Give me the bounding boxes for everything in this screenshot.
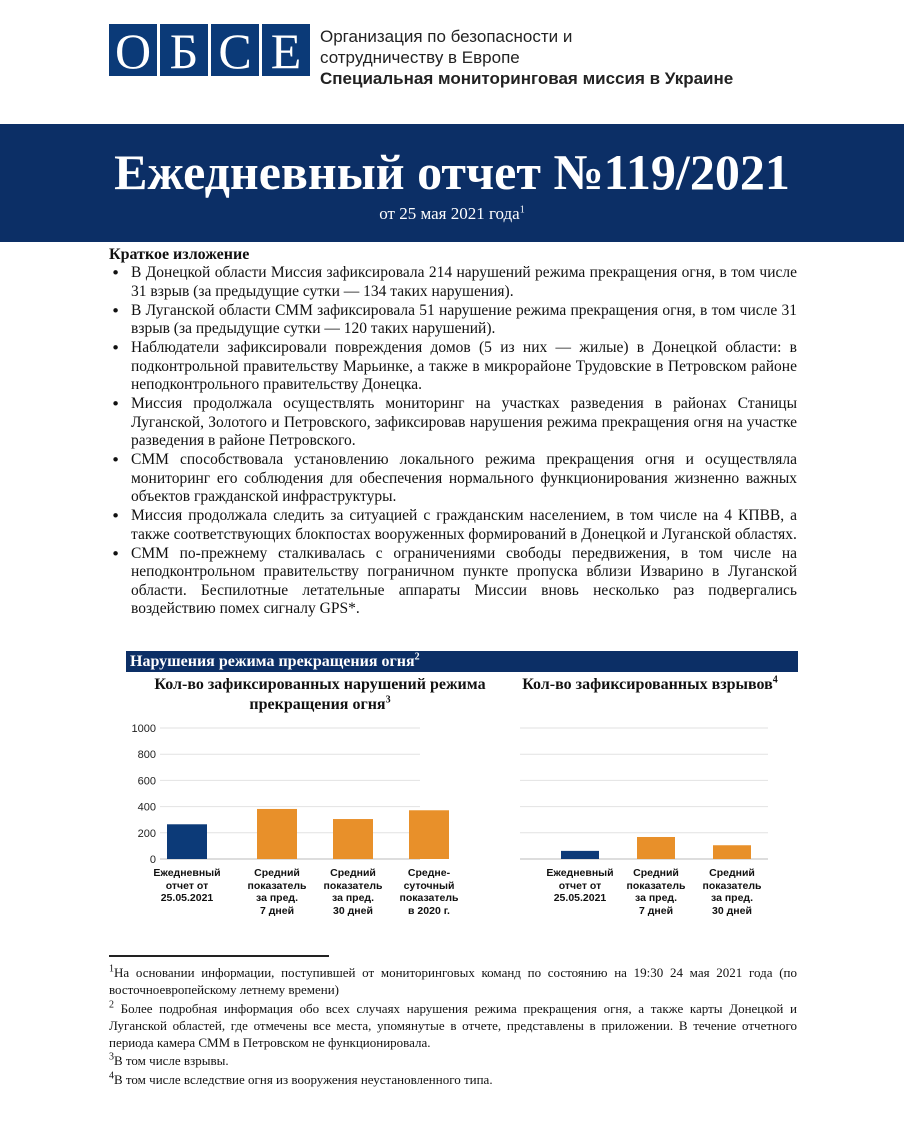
violations-bar xyxy=(409,810,449,859)
y-tick-label: 1000 xyxy=(131,723,156,735)
category-label: Средний показатель за пред. 30 дней xyxy=(323,867,383,917)
logo-letter: С xyxy=(211,24,259,76)
summary-list xyxy=(109,264,797,619)
violations-bar xyxy=(167,824,207,859)
logo-letter: Е xyxy=(262,24,310,76)
footnote-number: 1 xyxy=(109,963,114,975)
category-label: Ежедневный отчет от 25.05.2021 xyxy=(546,867,614,904)
category-label: Средний показатель за пред. 30 дней xyxy=(702,867,762,917)
explosions-bar xyxy=(713,845,751,859)
explosions-bar xyxy=(561,851,599,859)
summary-item: • Миссия продолжала следить за ситуацией с гражданским населением, в том числе на 4 КПВВ, а также соответствующих блокпостах вооруженных формирований в Донецкой и Луганской областях. xyxy=(109,507,797,544)
category-label: Средне- суточный показатель в 2020 г. xyxy=(399,867,459,917)
footnote-3 xyxy=(109,1052,797,1069)
report-date xyxy=(0,203,904,225)
org-line-2: сотрудничеству в Европе xyxy=(320,48,520,67)
footnote-number: 4 xyxy=(109,1070,114,1082)
footnote-text: В том числе взрывы. xyxy=(114,1053,229,1068)
explosions-bar xyxy=(637,837,675,859)
summary-heading: Краткое изложение xyxy=(109,246,250,263)
explosions-chart-title-text: Кол-во зафиксированных взрывов xyxy=(522,676,773,693)
section-title-bar xyxy=(126,651,798,672)
ceasefire-charts xyxy=(120,718,790,868)
y-tick-label: 200 xyxy=(137,827,156,840)
organization-name xyxy=(320,26,733,89)
footnote-number: 2 xyxy=(109,999,114,1011)
summary-item: • Миссия продолжала осуществлять мониторинг на участках разведения в районах Станицы Луганской, Золотого и Петровского, зафиксировав нарушения режима прекращения огня на участке разведения в районе Петровского. xyxy=(109,395,797,451)
y-tick-label: 800 xyxy=(137,749,156,762)
footnote-ref: 1 xyxy=(519,204,525,216)
footnote-ref: 2 xyxy=(414,651,420,663)
category-label: Средний показатель за пред. 7 дней xyxy=(626,867,686,917)
violations-chart-title xyxy=(150,675,490,715)
footnote-ref: 4 xyxy=(772,674,778,686)
footnote-divider xyxy=(109,955,329,957)
report-title: Ежедневный отчет №119/2021 xyxy=(114,144,790,200)
footnote-text: В том числе вследствие огня из вооружения неустановленного типа. xyxy=(114,1072,493,1087)
section-title: Нарушения режима прекращения огня xyxy=(130,653,415,670)
summary-item: • В Донецкой области Миссия зафиксировала 214 нарушений режима прекращения огня, в том числе 31 взрыв (за предыдущие сутки — 134 таких нарушения). xyxy=(109,264,797,301)
summary-item: • В Луганской области СММ зафиксировала 51 нарушение режима прекращения огня, в том числе 31 взрыв (за предыдущие сутки — 120 таких нарушений). xyxy=(109,302,797,339)
y-tick-label: 0 xyxy=(149,854,156,866)
footnote-1 xyxy=(109,964,797,998)
y-tick-label: 400 xyxy=(137,801,156,814)
violations-chart-title-text: Кол-во зафиксированных нарушений режима прекращения огня xyxy=(154,676,486,713)
footnote-ref: 3 xyxy=(385,694,391,706)
footnote-text: На основании информации, поступившей от мониторинговых команд по состоянию на 19:30 24 мая 2021 года (по восточноевропейскому летнему времени) xyxy=(109,965,797,997)
logo-letter: Б xyxy=(160,24,208,76)
category-label: Средний показатель за пред. 7 дней xyxy=(247,867,307,917)
category-label: Ежедневный отчет от 25.05.2021 xyxy=(153,867,221,904)
summary-item: • СММ по-прежнему сталкивалась с ограничениями свободы передвижения, в том числе на неподконтрольном правительству пограничном пункте пропуска вблизи Изварино в Луганской области. Беспилотные летательные аппараты Миссии вновь несколько раз подвергались воздействию помех сигналу GPS*. xyxy=(109,545,797,619)
violations-bar xyxy=(333,819,373,859)
report-date-text: от 25 мая 2021 года xyxy=(379,204,520,223)
osce-logo xyxy=(109,23,310,79)
logo-letter: О xyxy=(109,24,157,76)
summary-item: • Наблюдатели зафиксировали повреждения домов (5 из них — жилые) в Донецкой области: в подконтрольной правительству Марьинке, а также в микрорайоне Трудовские в Петровском районе неподконтрольного правительству Донецка. xyxy=(109,339,797,395)
summary-item: • СММ способствовала установлению локального режима прекращения огня и осуществляла мониторинг его соблюдения для обеспечения нормального функционирования жизненно важных объектов гражданской инфраструктуры. xyxy=(109,451,797,507)
mission-name: Специальная мониторинговая миссия в Украине xyxy=(320,69,734,88)
footnote-text: Более подробная информация обо всех случаях нарушения режима прекращения огня, а также карты Донецкой и Луганской областей, где отмечены все места, упомянутые в отчете, представлены в приложении. В течение отчетного периода камера СММ в Петровском не функционировала. xyxy=(109,1001,797,1050)
violations-bar xyxy=(257,809,297,859)
footnote-number: 3 xyxy=(109,1051,114,1063)
explosions-chart-title xyxy=(520,675,780,695)
y-tick-label: 600 xyxy=(137,775,156,788)
footnote-2 xyxy=(109,1000,797,1051)
org-line-1: Организация по безопасности и xyxy=(320,27,573,46)
footnote-4 xyxy=(109,1071,797,1088)
